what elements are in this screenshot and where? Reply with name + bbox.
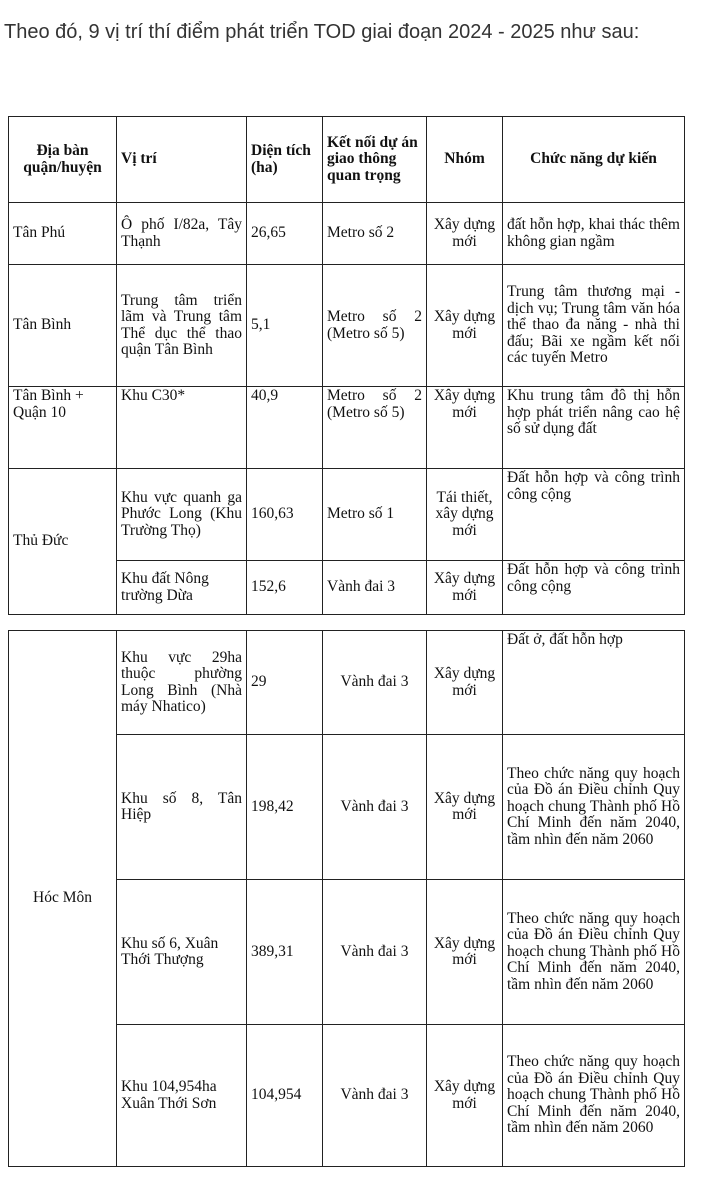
cell-location: Khu vực 29ha thuộc phường Long Bình (Nhà máy Nhatico): [117, 631, 247, 735]
cell-transport: Vành đai 3: [323, 735, 427, 880]
cell-group: Xây dựng mới: [427, 735, 503, 880]
cell-location: Khu số 8, Tân Hiệp: [117, 735, 247, 880]
cell-district: Tân Phú: [9, 203, 117, 265]
cell-group: Xây dựng mới: [427, 880, 503, 1025]
table-row: [9, 265, 685, 387]
cell-function: Theo chức năng quy hoạch của Đồ án Điều chỉnh Quy hoạch chung Thành phố Hồ Chí Minh đến năm 2040, tầm nhìn đến năm 2060: [503, 1025, 685, 1167]
cell-transport: Vành đai 3: [323, 1025, 427, 1167]
tod-table-part-2: [8, 630, 685, 1167]
cell-location: Ô phố I/82a, Tây Thạnh: [117, 203, 247, 265]
cell-area: 40,9: [247, 387, 323, 469]
cell-transport: Vành đai 3: [323, 561, 427, 615]
cell-transport: Vành đai 3: [323, 631, 427, 735]
cell-function: Khu trung tâm đô thị hỗn hợp phát triển nâng cao hệ số sử dụng đất: [503, 387, 685, 469]
table-row: [9, 387, 685, 469]
cell-group: Tái thiết, xây dựng mới: [427, 469, 503, 561]
cell-location: Khu đất Nông trường Dừa: [117, 561, 247, 615]
cell-area: 104,954: [247, 1025, 323, 1167]
cell-location: Trung tâm triển lãm và Trung tâm Thể dục thể thao quận Tân Bình: [117, 265, 247, 387]
tod-table-part-1: [8, 116, 685, 615]
cell-transport: Metro số 2: [323, 203, 427, 265]
cell-function: Theo chức năng quy hoạch của Đồ án Điều chỉnh Quy hoạch chung Thành phố Hồ Chí Minh đến năm 2040, tầm nhìn đến năm 2060: [503, 880, 685, 1025]
header-district: Địa bàn quận/huyện: [9, 117, 117, 203]
table-row: [9, 469, 685, 561]
cell-group: Xây dựng mới: [427, 387, 503, 469]
cell-area: 26,65: [247, 203, 323, 265]
cell-group: Xây dựng mới: [427, 561, 503, 615]
cell-function: Đất hỗn hợp và công trình công cộng: [503, 469, 685, 561]
cell-area: 389,31: [247, 880, 323, 1025]
cell-district: Tân Bình: [9, 265, 117, 387]
cell-location: Khu C30*: [117, 387, 247, 469]
cell-location: Khu vực quanh ga Phước Long (Khu Trường Thọ): [117, 469, 247, 561]
cell-function: đất hỗn hợp, khai thác thêm không gian ngầm: [503, 203, 685, 265]
cell-group: Xây dựng mới: [427, 631, 503, 735]
cell-transport: Metro số 2 (Metro số 5): [323, 265, 427, 387]
cell-district: Hóc Môn: [9, 631, 117, 1167]
cell-group: Xây dựng mới: [427, 203, 503, 265]
header-location: Vị trí: [117, 117, 247, 203]
cell-area: 152,6: [247, 561, 323, 615]
cell-area: 5,1: [247, 265, 323, 387]
cell-area: 29: [247, 631, 323, 735]
header-group: Nhóm: [427, 117, 503, 203]
cell-function: Đất ở, đất hỗn hợp: [503, 631, 685, 735]
cell-transport: Metro số 2 (Metro số 5): [323, 387, 427, 469]
cell-district: Tân Bình + Quận 10: [9, 387, 117, 469]
cell-area: 198,42: [247, 735, 323, 880]
cell-group: Xây dựng mới: [427, 265, 503, 387]
cell-area: 160,63: [247, 469, 323, 561]
table-row: [9, 631, 685, 735]
cell-function: Trung tâm thương mại - dịch vụ; Trung tâm văn hóa thể thao đa năng - nhà thi đấu; Bãi xe ngầm kết nối các tuyến Metro: [503, 265, 685, 387]
intro-paragraph: Theo đó, 9 vị trí thí điểm phát triển TOD giai đoạn 2024 - 2025 như sau:: [4, 21, 640, 43]
table-header-row: [9, 117, 685, 203]
cell-location: Khu số 6, Xuân Thới Thượng: [117, 880, 247, 1025]
header-area: Diện tích (ha): [247, 117, 323, 203]
cell-location: Khu 104,954ha Xuân Thới Sơn: [117, 1025, 247, 1167]
cell-function: Theo chức năng quy hoạch của Đồ án Điều chỉnh Quy hoạch chung Thành phố Hồ Chí Minh đến năm 2040, tầm nhìn đến năm 2060: [503, 735, 685, 880]
cell-group: Xây dựng mới: [427, 1025, 503, 1167]
cell-transport: Metro số 1: [323, 469, 427, 561]
header-function: Chức năng dự kiến: [503, 117, 685, 203]
cell-transport: Vành đai 3: [323, 880, 427, 1025]
table-row: [9, 203, 685, 265]
header-transport: Kết nối dự án giao thông quan trọng: [323, 117, 427, 203]
cell-function: Đất hỗn hợp và công trình công cộng: [503, 561, 685, 615]
cell-district: Thủ Đức: [9, 469, 117, 615]
